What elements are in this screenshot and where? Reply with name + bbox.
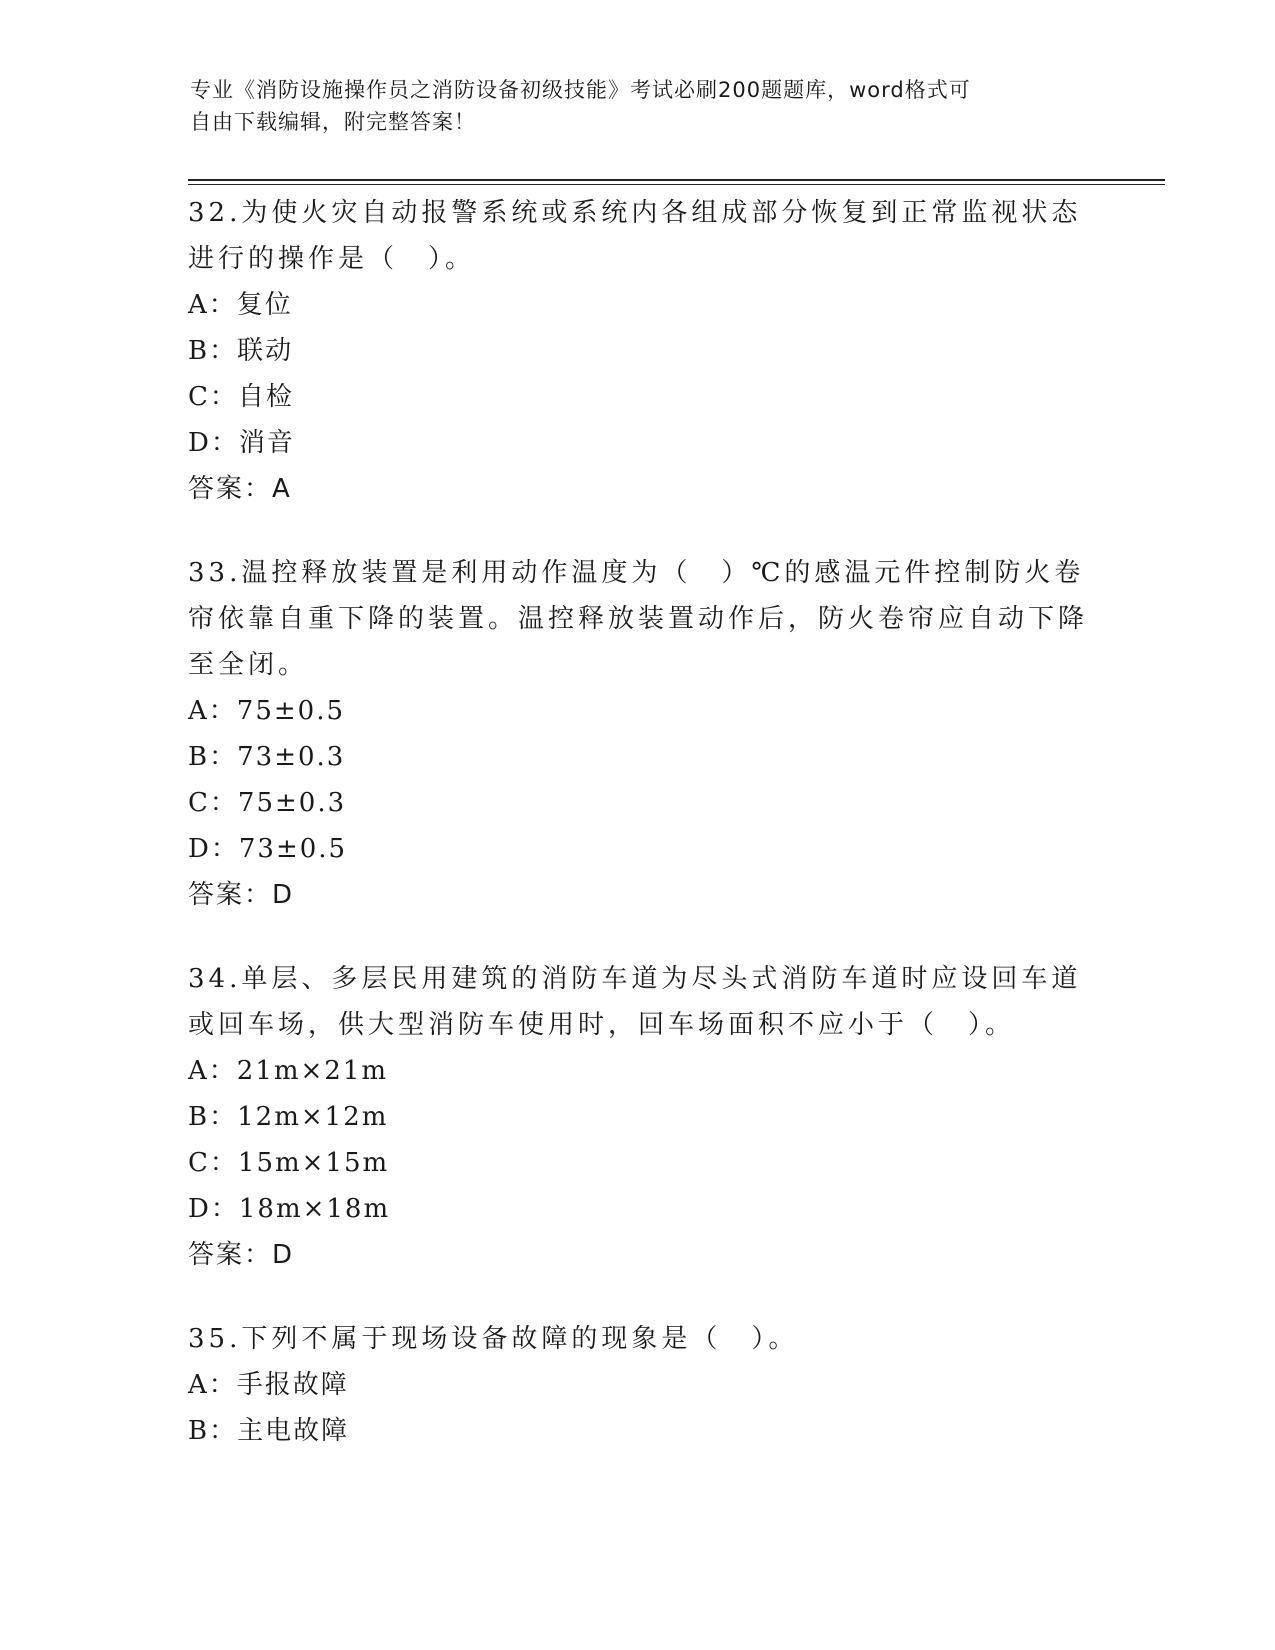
option-label: D： — [188, 428, 239, 458]
question-33 — [188, 550, 1088, 918]
question-list — [188, 190, 1088, 1492]
option-a — [188, 282, 1088, 328]
option-text: 12m×12m — [237, 1102, 389, 1132]
option-text: 联动 — [237, 336, 294, 366]
question-35 — [188, 1316, 1088, 1454]
option-label: A： — [188, 1056, 237, 1086]
option-label: D： — [188, 834, 239, 864]
question-stem: 33.温控释放装置是利用动作温度为（ ）℃的感温元件控制防火卷帘依靠自重下降的装置。温控释放装置动作后，防火卷帘应自动下降至全闭。 — [188, 558, 1089, 680]
option-text: 15m×15m — [237, 1148, 390, 1178]
option-label: C： — [188, 382, 238, 412]
option-d — [188, 420, 1088, 466]
option-text: 手报故障 — [236, 1370, 349, 1400]
option-text: 复位 — [236, 290, 293, 320]
option-text: 75±0.5 — [236, 696, 345, 726]
option-c — [188, 780, 1088, 826]
option-c — [188, 1140, 1088, 1186]
option-text: 主电故障 — [237, 1416, 350, 1446]
option-d — [188, 1186, 1088, 1232]
option-text: 21m×21m — [236, 1056, 389, 1086]
option-text: 18m×18m — [238, 1194, 391, 1224]
option-label: B： — [188, 1416, 238, 1446]
option-c — [188, 374, 1088, 420]
option-a — [188, 1048, 1088, 1094]
option-label: A： — [188, 696, 237, 726]
option-text: 自检 — [237, 382, 294, 412]
option-label: A： — [188, 290, 237, 320]
question-stem: 35.下列不属于现场设备故障的现象是（ ）。 — [188, 1324, 799, 1354]
option-b — [188, 1408, 1088, 1454]
option-text: 75±0.3 — [237, 788, 347, 818]
document-header — [190, 74, 1090, 138]
answer-line: 答案：A — [188, 474, 292, 504]
answer-line: 答案：D — [188, 880, 295, 910]
option-label: C： — [188, 1148, 238, 1178]
option-b — [188, 1094, 1088, 1140]
option-b — [188, 734, 1088, 780]
question-stem: 34.单层、多层民用建筑的消防车道为尽头式消防车道时应设回车道或回车场，供大型消防车使用时，回车场面积不应小于（ ）。 — [188, 964, 1082, 1040]
option-d — [188, 826, 1088, 872]
option-label: B： — [188, 336, 238, 366]
header-line-2: 自由下载编辑，附完整答案！ — [190, 110, 476, 134]
option-text: 73±0.5 — [238, 834, 348, 864]
option-label: A： — [188, 1370, 237, 1400]
option-label: C： — [188, 788, 238, 818]
question-32 — [188, 190, 1088, 512]
option-a — [188, 1362, 1088, 1408]
question-34 — [188, 956, 1088, 1278]
answer-line: 答案：D — [188, 1240, 295, 1270]
option-label: B： — [188, 742, 238, 772]
option-b — [188, 328, 1088, 374]
header-divider-thin — [188, 184, 1165, 185]
header-line-1: 专业《消防设施操作员之消防设备初级技能》考试必刷200题题库，word格式可 — [190, 78, 971, 102]
option-text: 73±0.3 — [237, 742, 346, 772]
option-a — [188, 688, 1088, 734]
option-label: B： — [188, 1102, 238, 1132]
option-text: 消音 — [238, 428, 295, 458]
header-divider-thick — [188, 179, 1165, 181]
question-stem: 32.为使火灾自动报警系统或系统内各组成部分恢复到正常监视状态进行的操作是（ ）。 — [188, 198, 1082, 274]
option-label: D： — [188, 1194, 239, 1224]
